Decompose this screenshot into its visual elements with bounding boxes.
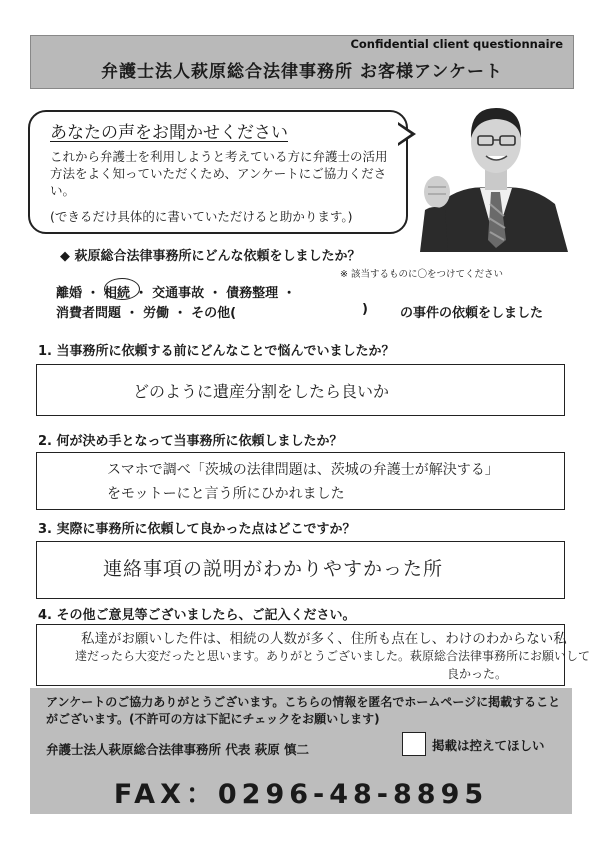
answer-3-text: 連絡事項の説明がわかりやすかった所 xyxy=(103,558,444,580)
intro-note: (できるだけ具体的に書いていただけると助かります。) xyxy=(50,209,353,224)
footer-band xyxy=(30,688,572,814)
lawyer-photo xyxy=(420,92,570,252)
header-band xyxy=(30,35,574,89)
answer-3-box xyxy=(36,541,565,599)
no-publish-label: 掲載は控えてほしい xyxy=(432,738,545,753)
intro-bubble xyxy=(28,110,408,234)
answer-1-box xyxy=(36,364,565,416)
page-title: 弁護士法人萩原総合法律事務所 お客様アンケート xyxy=(101,62,503,82)
other-paren-close: ) xyxy=(362,302,368,317)
answer-4-box xyxy=(36,624,591,686)
answer-2-line-1: スマホで調べ「茨城の法律問題は、茨城の弁護士が解決する」 xyxy=(107,462,499,478)
request-type-question: ◆ 萩原総合法律事務所にどんな依頼をしましたか？ xyxy=(60,249,361,264)
answer-1-text: どのように遺産分割をしたら良いか xyxy=(133,382,390,401)
question-3-heading: 3. 実際に事務所に依頼して良かった点はどこですか？ xyxy=(38,522,356,537)
request-suffix: の事件の依頼をしました xyxy=(400,306,544,321)
request-types-line-2: 消費者問題 ・ 労働 ・ その他( xyxy=(56,306,237,321)
intro-body: これから弁護士を利用しようと考えている方に弁護士の活用方法をよく知っていただくため、アンケートにご協力ください。 xyxy=(50,149,388,198)
intro-heading: あなたの声をお聞かせください xyxy=(50,123,288,143)
fax-number: FAX：0296-48-8895 xyxy=(113,779,489,810)
answer-2-line-2: をモットーにと言う所にひかれました xyxy=(107,486,345,502)
firm-representative: 弁護士法人萩原総合法律事務所 代表 萩原 慎二 xyxy=(46,742,310,757)
no-publish-checkbox[interactable] xyxy=(402,732,426,756)
footer-thanks: アンケートのご協力ありがとうございます。こちらの情報を匿名でホームページに掲載することがございます。(不許可の方は下記にチェックをお願いします) xyxy=(46,695,561,726)
request-types-line-1: 離婚 ・ 相続 ・ 交通事故 ・ 債務整理 ・ xyxy=(56,286,296,301)
answer-4-line-2: 達だったら大変だったと思います。ありがとうございました。萩原総合法律事務所にお願いして xyxy=(75,649,591,663)
circle-instruction: ※ 該当するものに〇をつけてください xyxy=(340,269,503,280)
bubble-tail-fill xyxy=(398,125,411,143)
question-2-heading: 2. 何が決め手となって当事務所に依頼しましたか？ xyxy=(38,434,343,449)
answer-4-line-3: 良かった。 xyxy=(447,667,508,681)
answer-2-box xyxy=(36,452,565,510)
selected-circle-mark xyxy=(104,278,140,300)
answer-4-line-1: 私達がお願いした件は、相続の人数が多く、住所も点在し、わけのわからない私 xyxy=(81,631,567,647)
confidential-label: Confidential client questionnaire xyxy=(350,37,563,51)
question-1-heading: 1. 当事務所に依頼する前にどんなことで悩んでいましたか？ xyxy=(38,344,395,359)
question-4-heading: 4. その他ご意見等ございましたら、ご記入ください。 xyxy=(38,608,356,623)
